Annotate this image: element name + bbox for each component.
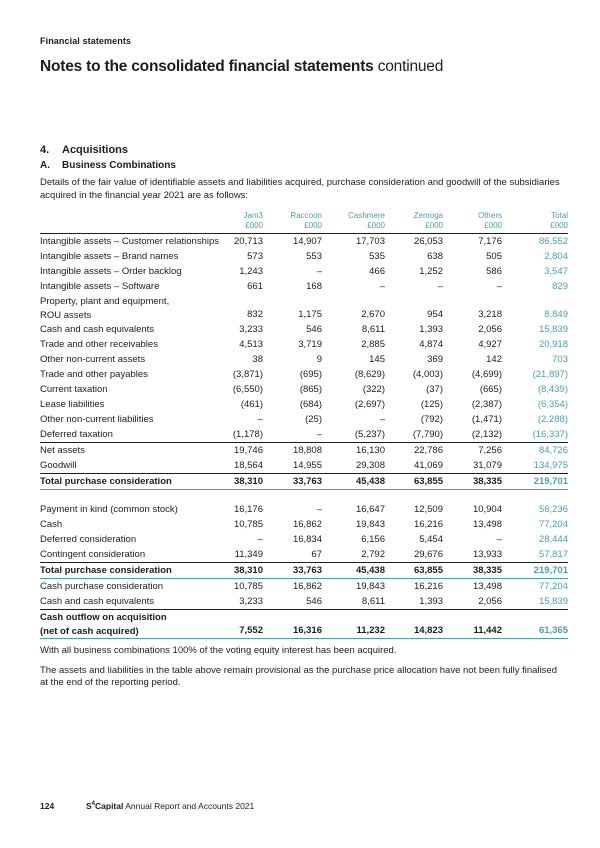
cell-value: – <box>316 504 322 515</box>
cell-value: 19,746 <box>233 445 263 456</box>
cell-total: 134,975 <box>533 460 568 471</box>
row-label: Total purchase consideration <box>40 565 172 576</box>
cell-total: 3,547 <box>544 266 568 277</box>
cell-value: 14,907 <box>292 236 322 247</box>
cell-value: 16,216 <box>413 581 443 592</box>
table-row <box>40 610 568 639</box>
row-label <box>40 294 220 322</box>
cell-value: 8,611 <box>361 596 385 607</box>
row-label: Cash <box>40 519 63 530</box>
cell-value: 4,927 <box>478 339 502 350</box>
cell-value: – <box>496 534 502 545</box>
row-label: Current taxation <box>40 384 108 395</box>
row-label: Trade and other receivables <box>40 339 158 350</box>
cell-value: 7,256 <box>478 445 502 456</box>
cell-value: 26,053 <box>413 236 443 247</box>
cell-value: 19,843 <box>355 519 385 530</box>
cell-value: 29,676 <box>413 549 443 560</box>
cell-total: 86,552 <box>538 236 568 247</box>
column-name: Others <box>477 211 502 220</box>
cell-value: 954 <box>427 309 443 320</box>
cell-value: 3,218 <box>478 309 502 320</box>
row-label-line1: Cash outflow on acquisition <box>40 612 167 623</box>
column-unit: £000 <box>304 220 322 230</box>
section-acquisitions <box>40 144 568 202</box>
table-row <box>40 352 568 367</box>
row-label: Cash and cash equivalents <box>40 596 155 607</box>
cell-value: 11,349 <box>234 549 263 560</box>
cell-value: 1,393 <box>419 324 443 335</box>
cell-value: 45,438 <box>355 476 385 487</box>
cell-value: 13,498 <box>472 581 502 592</box>
cell-value: 16,176 <box>233 504 263 515</box>
cell-value: 16,862 <box>292 519 322 530</box>
cell-total: 28,444 <box>538 534 568 545</box>
row-label: Intangible assets – Order backlog <box>40 266 182 277</box>
cell-value: 16,216 <box>413 519 443 530</box>
column-name: Total <box>551 211 568 220</box>
cell-value: 142 <box>486 354 502 365</box>
cell-value: 661 <box>247 281 263 292</box>
row-label: Cash purchase consideration <box>40 581 164 592</box>
row-label: Lease liabilities <box>40 399 105 410</box>
cell-value: 22,786 <box>413 445 443 456</box>
cell-total: 15,839 <box>538 596 568 607</box>
cell-value: 369 <box>427 354 443 365</box>
page-title-continued: continued <box>373 58 444 75</box>
cell-value: 20,713 <box>233 236 263 247</box>
cell-value: 2,885 <box>361 339 385 350</box>
table-header-row <box>40 211 568 234</box>
cell-value: – <box>316 429 322 440</box>
cell-value: 4,874 <box>419 339 443 350</box>
cell-value: (7,790) <box>412 429 443 440</box>
brand-name: $S^4Capital$ <box>86 801 124 811</box>
cell-value: 8,611 <box>361 324 385 335</box>
cell-value: 18,808 <box>292 445 322 456</box>
cell-value: (665) <box>479 384 502 395</box>
table-row <box>40 382 568 397</box>
column-unit: £000 <box>550 220 568 230</box>
table-row <box>40 594 568 610</box>
cell-value: (2,387) <box>471 399 502 410</box>
cell-value: – <box>379 281 385 292</box>
cell-value: 553 <box>306 251 322 262</box>
cell-value: 573 <box>247 251 263 262</box>
cell-total: 20,918 <box>538 339 568 350</box>
table-row <box>40 397 568 412</box>
table-row <box>40 443 568 458</box>
cell-value: 38,335 <box>472 476 502 487</box>
cell-value: 2,056 <box>478 596 502 607</box>
cell-total: 57,817 <box>538 549 568 560</box>
cell-value: 466 <box>369 266 385 277</box>
cell-total: 8,849 <box>544 309 568 320</box>
table-row <box>40 279 568 294</box>
business-combinations-table <box>40 211 568 639</box>
cell-total: 61,365 <box>538 625 568 636</box>
cell-value: (684) <box>299 399 322 410</box>
row-label: Cash and cash equivalents <box>40 324 155 335</box>
row-label: Other non-current liabilities <box>40 414 154 425</box>
cell-value: 12,509 <box>413 504 443 515</box>
row-label: Deferred consideration <box>40 534 137 545</box>
brand-footer <box>86 801 254 811</box>
cell-value: 16,647 <box>355 504 385 515</box>
cell-value: 7,552 <box>239 625 263 636</box>
cell-value: (25) <box>305 414 322 425</box>
cell-value: 29,308 <box>355 460 385 471</box>
cell-value: 14,823 <box>413 625 443 636</box>
column-unit: £000 <box>425 220 443 230</box>
page-title-main: Notes to the consolidated financial statements <box>40 58 374 75</box>
cell-total: 829 <box>552 281 568 292</box>
cell-value: 33,763 <box>292 476 322 487</box>
cell-value: – <box>257 534 263 545</box>
cell-total: (6,354) <box>537 399 568 410</box>
cell-total: 2,804 <box>544 251 568 262</box>
cell-value: 38,310 <box>233 565 263 576</box>
section-heading <box>40 144 568 156</box>
section-eyebrow: Financial statements <box>40 36 132 46</box>
table-row <box>40 517 568 532</box>
cell-value: 505 <box>486 251 502 262</box>
column-header-total <box>502 211 568 230</box>
cell-value: 9 <box>316 354 322 365</box>
subsection-heading <box>40 160 568 171</box>
table-row <box>40 458 568 474</box>
cell-value: (6,550) <box>232 384 263 395</box>
cell-total: 56,236 <box>538 504 568 515</box>
brand-tagline: Annual Report and Accounts 2021 <box>123 801 255 811</box>
cell-value: 17,703 <box>355 236 385 247</box>
row-label: Payment in kind (common stock) <box>40 504 178 515</box>
cell-value: – <box>379 414 385 425</box>
cell-value: 67 <box>311 549 322 560</box>
column-header-jam3 <box>220 211 263 230</box>
row-label-line2: ROU assets <box>40 310 92 321</box>
cell-value: (322) <box>362 384 385 395</box>
page-footer <box>40 801 254 811</box>
cell-value: (792) <box>420 414 443 425</box>
column-unit: £000 <box>367 220 385 230</box>
cell-total: 77,204 <box>538 581 568 592</box>
table-row <box>40 427 568 443</box>
table-row <box>40 249 568 264</box>
cell-value: (2,697) <box>354 399 385 410</box>
cell-value: 546 <box>306 324 322 335</box>
row-label: Intangible assets – Software <box>40 281 160 292</box>
table-row <box>40 563 568 579</box>
cell-value: – <box>316 266 322 277</box>
cell-value: 16,316 <box>292 625 322 636</box>
cell-value: (8,629) <box>354 369 385 380</box>
section-title: Acquisitions <box>62 144 129 156</box>
row-label: Intangible assets – Brand names <box>40 251 179 262</box>
column-name: Jam3 <box>243 211 263 220</box>
cell-total: (8,439) <box>537 384 568 395</box>
cell-value: (2,132) <box>471 429 502 440</box>
row-label-line2: (net of cash acquired) <box>40 626 139 637</box>
cell-value: 3,233 <box>239 596 263 607</box>
cell-value: 3,233 <box>239 324 263 335</box>
cell-value: 38 <box>252 354 263 365</box>
cell-value: 2,670 <box>361 309 385 320</box>
table-spacer <box>40 490 568 502</box>
column-header-cashmere <box>322 211 385 230</box>
cell-value: 11,442 <box>473 625 502 636</box>
cell-value: 2,056 <box>478 324 502 335</box>
row-label: Intangible assets – Customer relationships <box>40 236 220 247</box>
column-name: Zemoga <box>413 211 443 220</box>
table-row <box>40 532 568 547</box>
cell-value: 10,785 <box>233 519 263 530</box>
cell-value: 45,438 <box>355 565 385 576</box>
cell-value: 4,513 <box>239 339 263 350</box>
cell-value: 38,335 <box>472 565 502 576</box>
cell-value: 63,855 <box>413 565 443 576</box>
cell-value: 1,175 <box>298 309 322 320</box>
cell-value: – <box>257 414 263 425</box>
cell-value: (1,471) <box>471 414 502 425</box>
cell-value: 168 <box>306 281 322 292</box>
cell-total: 15,839 <box>538 324 568 335</box>
row-label: Contingent consideration <box>40 549 146 560</box>
table-row <box>40 367 568 382</box>
cell-value: 638 <box>427 251 443 262</box>
cell-value: 7,176 <box>478 236 502 247</box>
cell-value: 31,079 <box>472 460 502 471</box>
cell-value: – <box>496 281 502 292</box>
subsection-title: Business Combinations <box>62 160 176 171</box>
cell-value: (4,699) <box>471 369 502 380</box>
cell-value: 535 <box>369 251 385 262</box>
column-name: Cashmere <box>348 211 385 220</box>
table-row <box>40 474 568 490</box>
cell-total: 77,204 <box>538 519 568 530</box>
note-provisional: The assets and liabilities in the table above remain provisional as the purchase price allocation have not been fully finalised at the end of the reporting period. <box>40 664 558 688</box>
cell-total: (21,897) <box>532 369 568 380</box>
cell-value: 33,763 <box>292 565 322 576</box>
row-label <box>40 610 220 638</box>
cell-value: 11,232 <box>356 625 385 636</box>
cell-value: 1,393 <box>419 596 443 607</box>
cell-value: (4,003) <box>412 369 443 380</box>
column-unit: £000 <box>245 220 263 230</box>
column-header-raccoon <box>263 211 322 230</box>
cell-value: (125) <box>420 399 443 410</box>
cell-value: 1,243 <box>239 266 263 277</box>
row-label: Trade and other payables <box>40 369 148 380</box>
cell-value: 41,069 <box>413 460 443 471</box>
cell-value: – <box>437 281 443 292</box>
cell-value: 16,130 <box>355 445 385 456</box>
cell-value: 6,156 <box>361 534 385 545</box>
cell-value: 5,454 <box>419 534 443 545</box>
cell-value: (461) <box>240 399 263 410</box>
cell-value: 832 <box>247 309 263 320</box>
cell-value: 3,719 <box>298 339 322 350</box>
cell-value: 18,564 <box>233 460 263 471</box>
row-label: Total purchase consideration <box>40 476 172 487</box>
cell-value: 16,834 <box>292 534 322 545</box>
cell-value: (865) <box>299 384 322 395</box>
cell-total: 219,701 <box>533 565 568 576</box>
cell-value: 63,855 <box>413 476 443 487</box>
row-label: Net assets <box>40 445 85 456</box>
subsection-letter: A. <box>40 160 50 171</box>
cell-value: (3,871) <box>232 369 263 380</box>
cell-value: (1,178) <box>232 429 263 440</box>
cell-value: 38,310 <box>233 476 263 487</box>
column-header-zemoga <box>385 211 443 230</box>
cell-value: 19,843 <box>355 581 385 592</box>
row-label: Other non-current assets <box>40 354 146 365</box>
section-number: 4. <box>40 144 50 156</box>
cell-value: 13,933 <box>472 549 502 560</box>
cell-value: (695) <box>299 369 322 380</box>
table-row <box>40 547 568 563</box>
cell-value: 16,862 <box>292 581 322 592</box>
row-label: Goodwill <box>40 460 77 471</box>
table-row <box>40 579 568 594</box>
intro-paragraph: Details of the fair value of identifiable assets and liabilities acquired, purchase consideration and goodwill of the subsidiaries acquired in the financial year 2021 are as follows: <box>40 177 560 201</box>
cell-value: 145 <box>369 354 385 365</box>
page-title <box>40 58 568 76</box>
note-voting-equity: With all business combinations 100% of the voting equity interest has been acquired. <box>40 645 397 656</box>
table-row <box>40 337 568 352</box>
table-row <box>40 234 568 249</box>
table-row <box>40 412 568 427</box>
cell-value: 13,498 <box>472 519 502 530</box>
cell-value: 546 <box>306 596 322 607</box>
cell-value: (37) <box>426 384 443 395</box>
cell-total: 219,701 <box>533 476 568 487</box>
cell-value: (5,237) <box>354 429 385 440</box>
cell-total: 703 <box>552 354 568 365</box>
table-row <box>40 322 568 337</box>
cell-value: 10,904 <box>472 504 502 515</box>
cell-value: 2,792 <box>361 549 385 560</box>
table-row <box>40 264 568 279</box>
cell-value: 586 <box>486 266 502 277</box>
column-unit: £000 <box>484 220 502 230</box>
row-label-line1: Property, plant and equipment, <box>40 296 170 307</box>
row-label: Deferred taxation <box>40 429 113 440</box>
table-row <box>40 294 568 322</box>
cell-total: (2,288) <box>537 414 568 425</box>
cell-total: 84,726 <box>538 445 568 456</box>
column-name: Raccoon <box>290 211 322 220</box>
cell-value: 10,785 <box>233 581 263 592</box>
table-row <box>40 502 568 517</box>
cell-value: 14,955 <box>292 460 322 471</box>
cell-total: (16,337) <box>532 429 568 440</box>
page-number: 124 <box>40 801 55 811</box>
cell-value: 1,252 <box>419 266 443 277</box>
column-header-others <box>443 211 502 230</box>
